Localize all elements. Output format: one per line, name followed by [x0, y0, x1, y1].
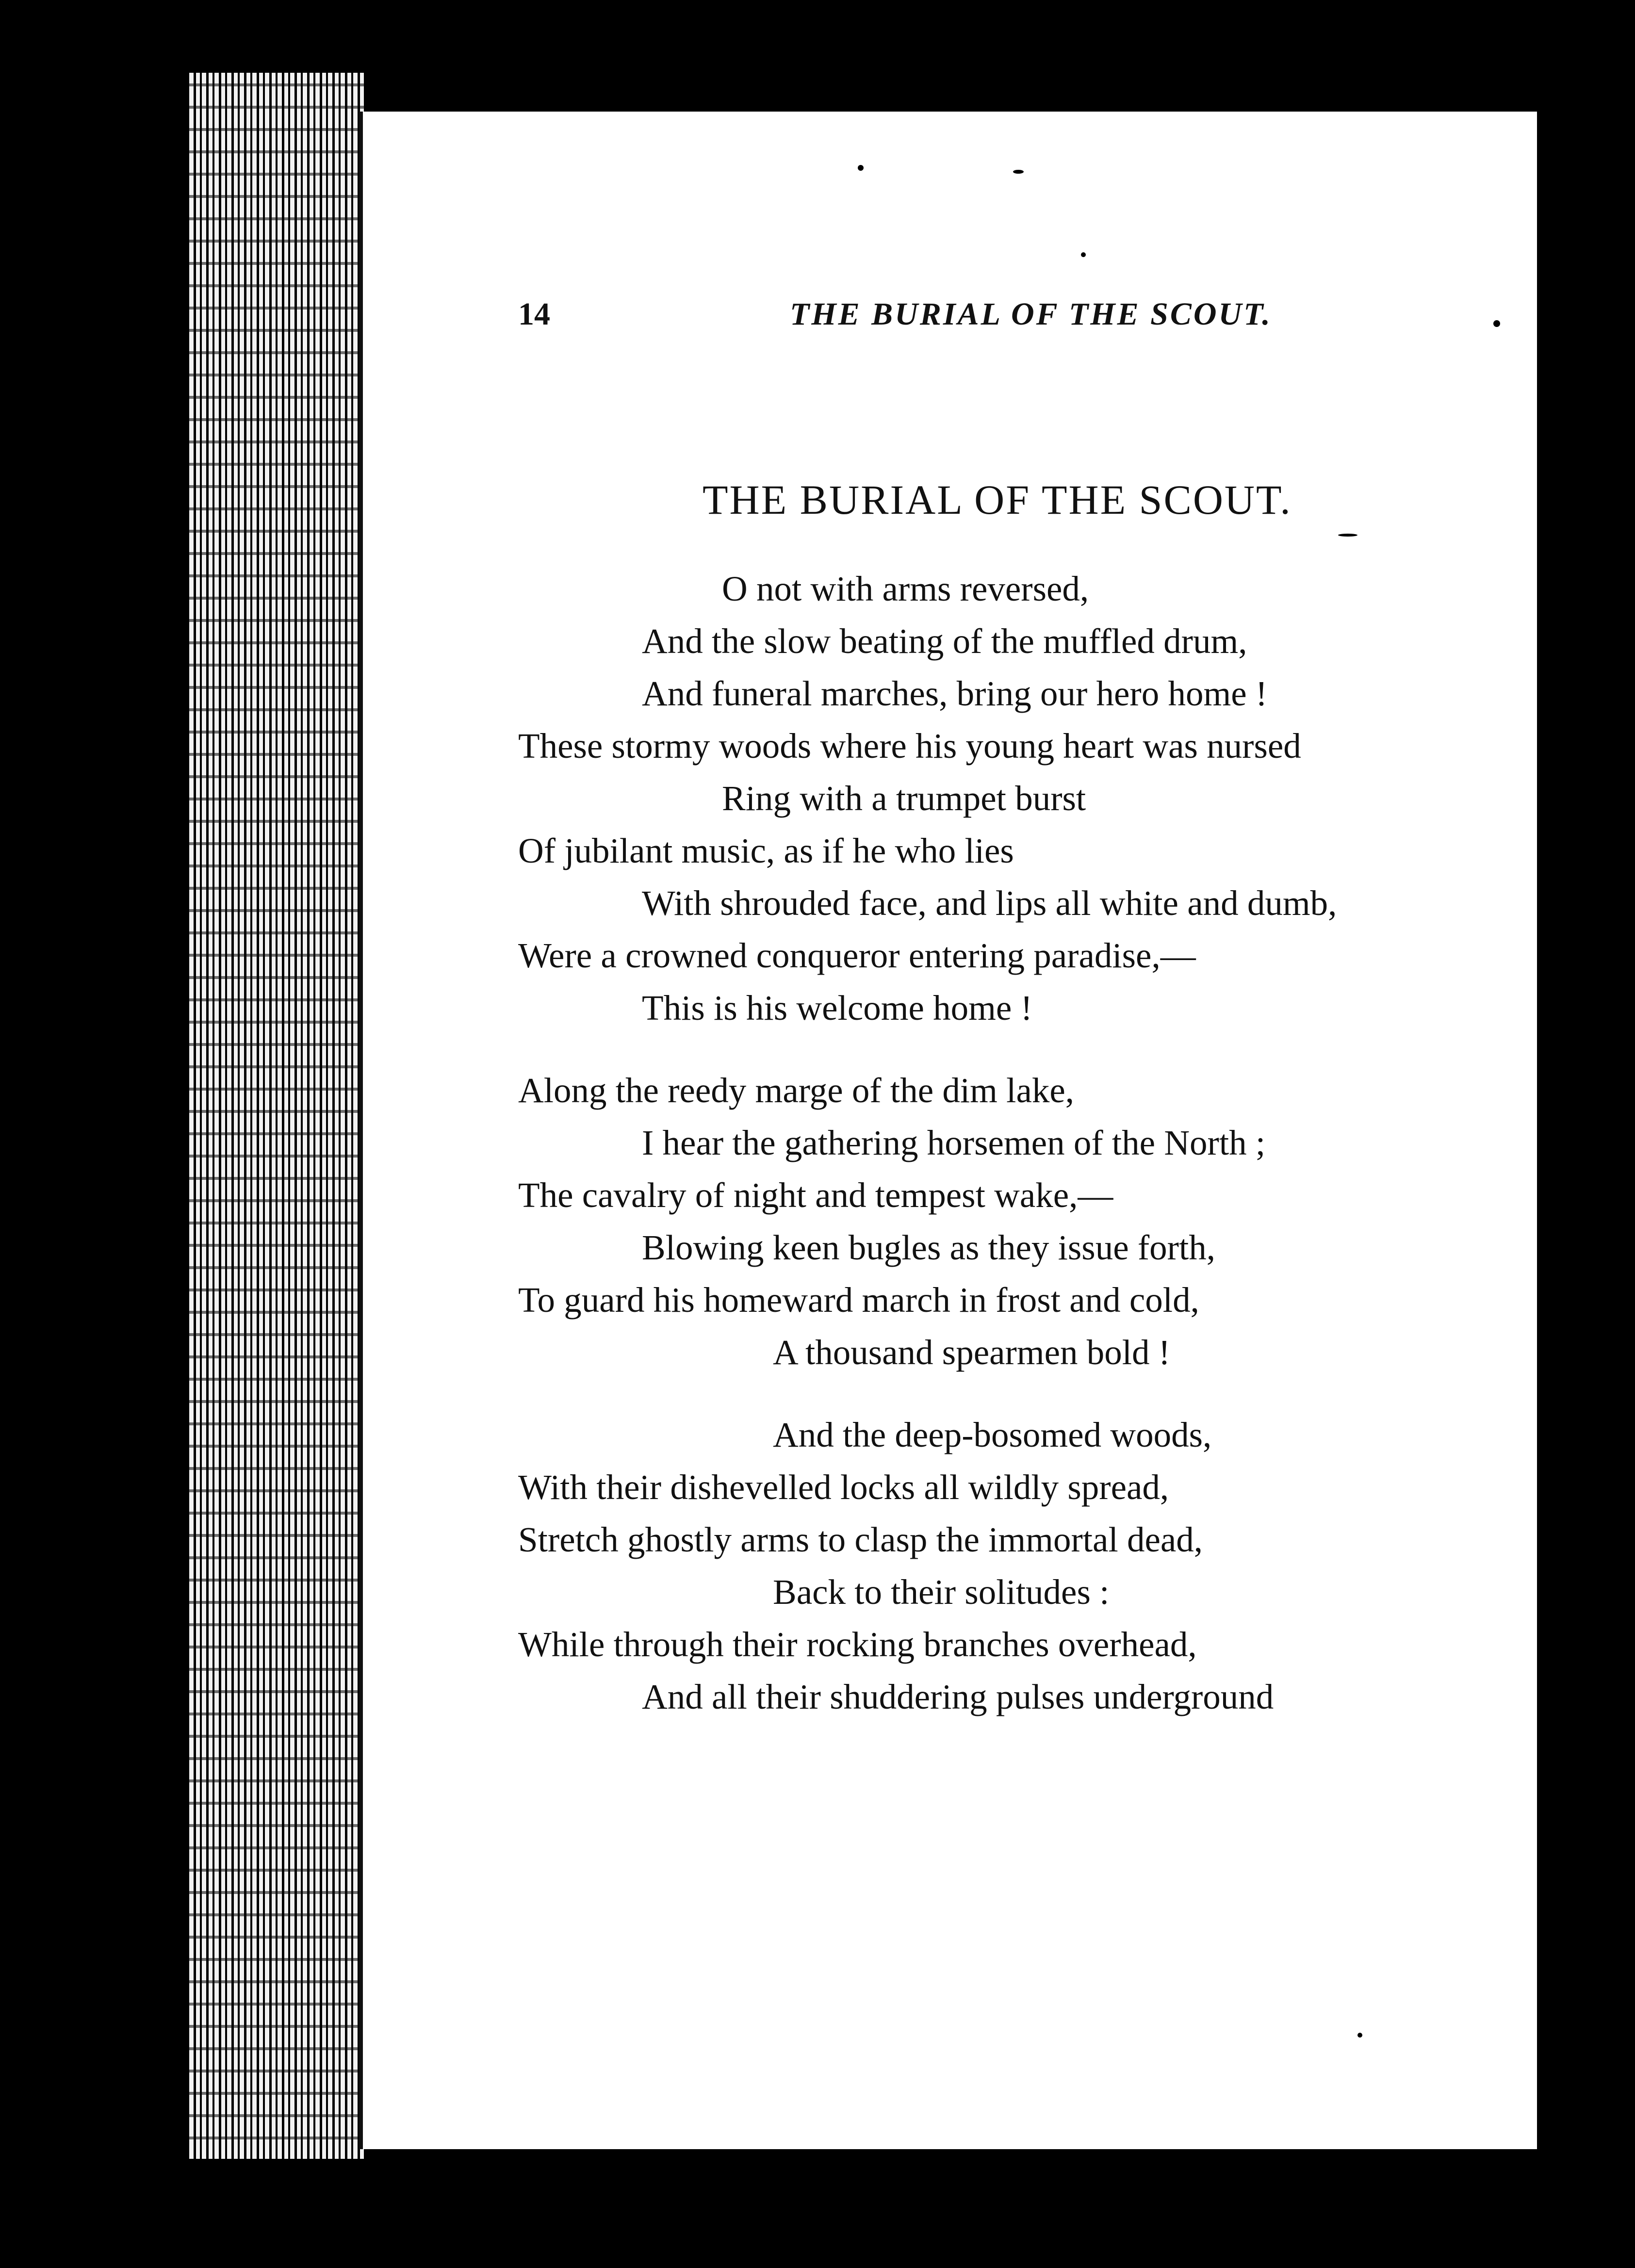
stanza — [518, 1064, 1537, 1379]
page-number: 14 — [518, 296, 550, 332]
poem-line: While through their rocking branches overhead, — [518, 1625, 1197, 1664]
running-head — [518, 296, 1440, 335]
scan-speck — [1294, 2149, 1302, 2157]
poem-line: And the deep-bosomed woods, — [773, 1415, 1212, 1454]
poem-body — [518, 563, 1537, 1753]
poem-line: And all their shuddering pulses underground — [642, 1677, 1274, 1716]
poem-line: A thousand spearmen bold ! — [773, 1333, 1171, 1372]
poem-line: Back to their solitudes : — [773, 1572, 1110, 1612]
scan-speck — [1338, 534, 1357, 537]
poem-title: THE BURIAL OF THE SCOUT. — [703, 476, 1292, 523]
book-page — [359, 112, 1537, 2149]
scan-speck — [1357, 2033, 1362, 2038]
poem-line: Blowing keen bugles as they issue forth, — [642, 1228, 1216, 1267]
running-title: THE BURIAL OF THE SCOUT. — [790, 296, 1272, 332]
poem-line: With their dishevelled locks all wildly spread, — [518, 1468, 1169, 1507]
poem-line: To guard his homeward march in frost and cold, — [518, 1280, 1199, 1320]
scan-speck — [1013, 170, 1024, 174]
poem-line: Along the reedy marge of the dim lake, — [518, 1071, 1075, 1110]
poem-line: And the slow beating of the muffled drum, — [642, 621, 1247, 661]
book-page-edges — [189, 73, 364, 2159]
poem-line: The cavalry of night and tempest wake,— — [518, 1175, 1113, 1215]
poem-line: And funeral marches, bring our hero home ! — [642, 674, 1268, 713]
stanza — [518, 1409, 1537, 1723]
poem-line: These stormy woods where his young heart was nursed — [518, 726, 1301, 766]
scan-speck — [1081, 252, 1086, 257]
poem-line: Were a crowned conqueror entering paradise,— — [518, 936, 1196, 975]
poem-line: I hear the gathering horsemen of the North ; — [642, 1123, 1266, 1162]
poem-line: This is his welcome home ! — [642, 988, 1032, 1028]
scan-speck — [1493, 320, 1500, 327]
stanza — [518, 563, 1537, 1034]
poem-line: O not with arms reversed, — [722, 569, 1089, 608]
scan-speck — [858, 165, 864, 171]
poem-line: With shrouded face, and lips all white and dumb, — [642, 883, 1337, 923]
poem-line: Ring with a trumpet burst — [722, 779, 1086, 818]
poem-line: Stretch ghostly arms to clasp the immortal dead, — [518, 1520, 1203, 1559]
poem-line: Of jubilant music, as if he who lies — [518, 831, 1014, 870]
